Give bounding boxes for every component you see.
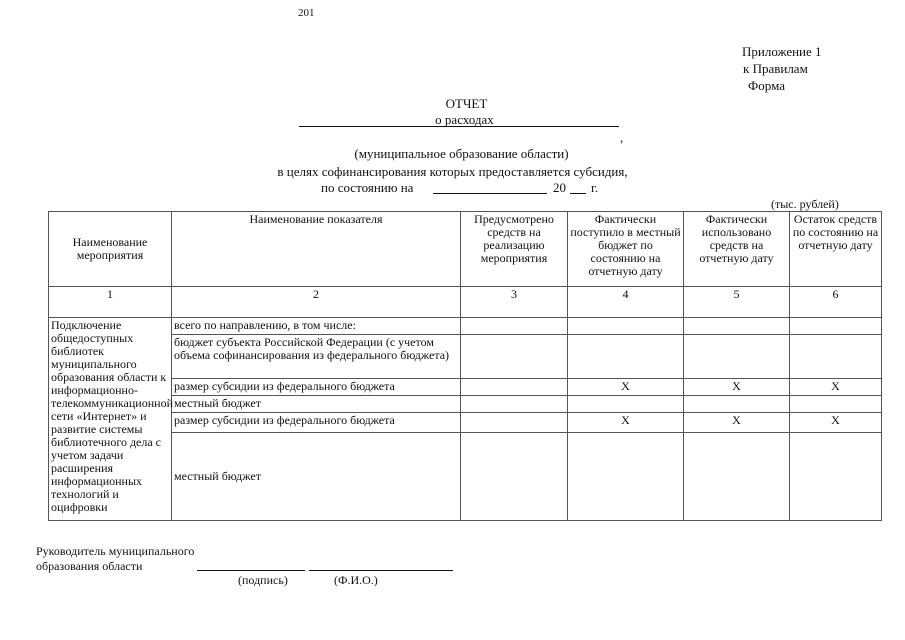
column-number: 6 (790, 287, 882, 318)
fio-blank-line (309, 570, 453, 571)
comma: , (620, 130, 624, 145)
used-cell (684, 335, 790, 379)
balance-cell (790, 433, 882, 521)
received-cell: X (568, 413, 684, 433)
report-subtitle: о расходах (435, 112, 494, 127)
year-suffix: г. (591, 180, 599, 195)
column-number: 3 (461, 287, 568, 318)
balance-cell (790, 396, 882, 413)
header-received: Фактически поступило в местный бюджет по состоянию на отчетную дату (568, 212, 684, 287)
table-row (49, 379, 882, 396)
table-row (49, 413, 882, 433)
planned-cell (461, 335, 568, 379)
appendix-line-3: Форма (748, 78, 785, 93)
received-cell: X (568, 379, 684, 396)
fio-label: (Ф.И.О.) (334, 573, 378, 587)
received-cell (568, 335, 684, 379)
used-cell (684, 396, 790, 413)
purpose-line: в целях софинансирования которых предоставляется субсидия, (277, 164, 628, 179)
municipality-hint: (муниципальное образование области) (354, 146, 569, 161)
header-balance: Остаток средств по состоянию на отчетную дату (790, 212, 882, 287)
received-cell (568, 433, 684, 521)
column-number-row (49, 287, 882, 318)
indicator-cell: местный бюджет (172, 433, 461, 521)
table-row (49, 433, 882, 521)
signatory-role-line-2: образования области (36, 559, 143, 573)
year-prefix: 20 (553, 180, 566, 195)
header-planned: Предусмотрено средств на реализацию мероприятия (461, 212, 568, 287)
signatory-role-line-1: Руководитель муниципального (36, 544, 195, 558)
municipality-blank-line (299, 126, 619, 127)
used-cell (684, 433, 790, 521)
received-cell (568, 318, 684, 335)
used-cell (684, 318, 790, 335)
planned-cell (461, 433, 568, 521)
indicator-cell: местный бюджет (172, 396, 461, 413)
signatory-role (36, 544, 194, 574)
report-title: ОТЧЕТ (445, 96, 488, 111)
table-header-row (49, 212, 882, 287)
indicator-cell: размер субсидии из федерального бюджета (172, 413, 461, 433)
used-cell: X (684, 379, 790, 396)
header-event-name: Наименование мероприятия (49, 212, 172, 287)
units-label: (тыс. рублей) (771, 197, 839, 211)
as-of-prefix: по состоянию на (321, 180, 414, 195)
balance-cell (790, 318, 882, 335)
column-number: 5 (684, 287, 790, 318)
year-blank-line (570, 193, 586, 194)
table-row (49, 318, 882, 335)
indicator-cell: бюджет субъекта Российской Федерации (с учетом объема софинансирования из федерального бюджета) (172, 335, 461, 379)
column-number: 1 (49, 287, 172, 318)
signature-label: (подпись) (238, 573, 288, 587)
balance-cell: X (790, 379, 882, 396)
column-number: 2 (172, 287, 461, 318)
page-number: 201 (298, 7, 315, 19)
planned-cell (461, 396, 568, 413)
event-name-cell: Подключение общедоступных библиотек муниципального образования области к информационно-телекоммуникационной сети «Интернет» и развитие системы библиотечного дела с учетом задачи расширения информационных технологий и оцифровки (49, 318, 172, 521)
appendix-line-1: Приложение 1 (742, 44, 822, 59)
column-number: 4 (568, 287, 684, 318)
planned-cell (461, 318, 568, 335)
indicator-cell: размер субсидии из федерального бюджета (172, 379, 461, 396)
as-of-line (321, 180, 413, 196)
report-table (48, 211, 882, 521)
planned-cell (461, 379, 568, 396)
used-cell: X (684, 413, 790, 433)
table-row (49, 335, 882, 379)
appendix-header (742, 43, 822, 94)
indicator-cell: всего по направлению, в том числе: (172, 318, 461, 335)
received-cell (568, 396, 684, 413)
header-used: Фактически использовано средств на отчетную дату (684, 212, 790, 287)
balance-cell: X (790, 413, 882, 433)
table-row (49, 396, 882, 413)
appendix-line-2: к Правилам (743, 61, 808, 76)
date-blank-line (433, 193, 547, 194)
header-indicator: Наименование показателя (172, 212, 461, 287)
balance-cell (790, 335, 882, 379)
signature-blank-line (197, 570, 305, 571)
planned-cell (461, 413, 568, 433)
